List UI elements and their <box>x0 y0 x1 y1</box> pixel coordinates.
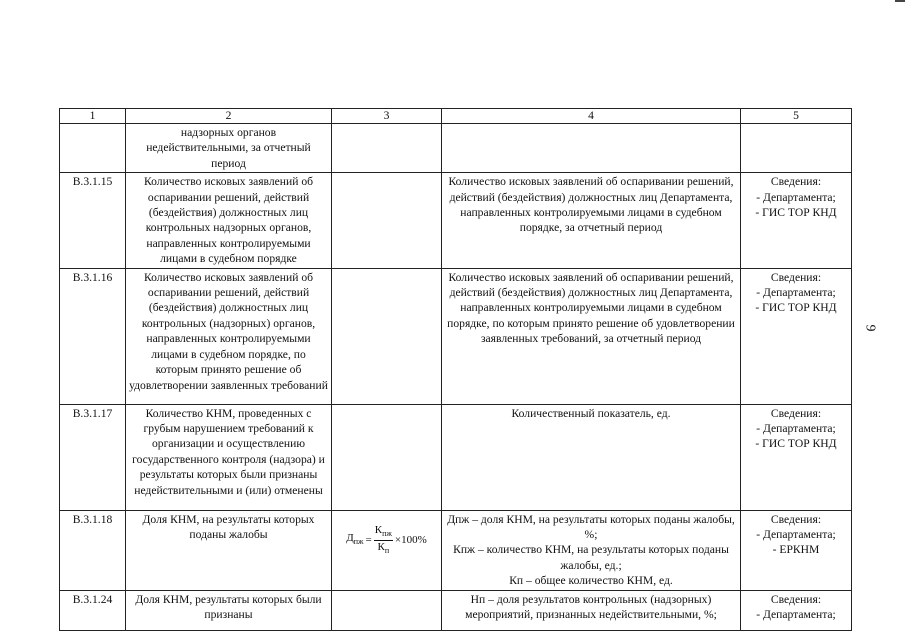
row-id: В.3.1.24 <box>60 590 126 630</box>
formula-lhs: $Д_{пж}$ <box>346 532 364 547</box>
source-item: - Департамента; <box>756 422 836 436</box>
table-row <box>60 590 852 630</box>
row-description: надзорных органов недействительными, за отчетный период <box>126 124 332 173</box>
row-sources <box>741 268 852 404</box>
row-id: В.3.1.18 <box>60 510 126 590</box>
source-item: - Департамента; <box>756 528 836 542</box>
table-row <box>60 173 852 268</box>
formula-fraction <box>374 524 393 557</box>
row-description: Количество исковых заявлений об оспаривании решений, действий (бездействия) должностных лиц контрольных (надзорных) органов, направленных контролируемыми лицами в судебном порядке, по которым принято решение об удовлетворении заявленных требований <box>126 268 332 404</box>
source-item: - ГИС ТОР КНД <box>755 206 837 220</box>
table-row <box>60 510 852 590</box>
row-description: Доля КНМ, на результаты которых поданы жалобы <box>126 510 332 590</box>
column-header: 5 <box>741 109 852 124</box>
row-explanation: Нп – доля результатов контрольных (надзорных) мероприятий, признанных недействительными, %; <box>442 590 741 630</box>
sources-title: Сведения: <box>770 175 822 189</box>
row-formula <box>332 173 442 268</box>
table-row <box>60 268 852 404</box>
row-formula <box>332 404 442 510</box>
row-explanation <box>442 124 741 173</box>
row-explanation: Количество исковых заявлений об оспаривании решений, действий (бездействия) должностных лиц Департамента, направленных контролируемыми лицами в судебном порядке, за отчетный период <box>442 173 741 268</box>
row-id: В.3.1.15 <box>60 173 126 268</box>
explanation-line: Дпж – доля КНМ, на результаты которых поданы жалобы, %; <box>447 512 735 542</box>
row-sources <box>741 173 852 268</box>
row-sources <box>741 590 852 630</box>
column-header: 3 <box>332 109 442 124</box>
row-id: В.3.1.17 <box>60 404 126 510</box>
formula-numerator: $К_{пж}$ <box>374 524 393 541</box>
page-number: 9 <box>862 324 878 332</box>
table-header-row <box>60 109 852 124</box>
table-row <box>60 124 852 173</box>
source-item: - ГИС ТОР КНД <box>755 437 837 451</box>
sources-title: Сведения: <box>770 592 822 606</box>
source-item: - Департамента; <box>756 286 836 300</box>
row-explanation <box>442 510 741 590</box>
row-formula <box>332 268 442 404</box>
formula <box>335 524 438 557</box>
sources-title: Сведения: <box>770 270 822 284</box>
equals-sign: = <box>365 533 372 546</box>
indicators-table <box>59 108 852 631</box>
row-id <box>60 124 126 173</box>
row-formula <box>332 590 442 630</box>
table-row <box>60 404 852 510</box>
row-description: Количество КНМ, проведенных с грубым нарушением требований к организации и осуществлению государственного контроля (надзора) и результаты которых были признаны недействительными и (или) отменены <box>126 404 332 510</box>
row-description: Количество исковых заявлений об оспаривании решений, действий (бездействия) должностных лиц контрольных надзорных органов, направленных контролируемыми лицами в судебном порядке <box>126 173 332 268</box>
row-id: В.3.1.16 <box>60 268 126 404</box>
column-header: 4 <box>442 109 741 124</box>
row-sources <box>741 510 852 590</box>
sources-title: Сведения: <box>770 406 822 420</box>
column-header: 1 <box>60 109 126 124</box>
formula-denominator: $К_п$ <box>377 540 390 556</box>
explanation-line: Кп – общее количество КНМ, ед. <box>509 574 673 588</box>
source-item: - Департамента; <box>756 190 836 204</box>
formula-tail: ×100% <box>394 533 427 546</box>
source-item: - ЕРКНМ <box>772 543 820 557</box>
corner-mark <box>895 0 905 2</box>
sources-title: Сведения: <box>770 512 822 526</box>
row-sources <box>741 124 852 173</box>
row-explanation: Количество исковых заявлений об оспаривании решений, действий (бездействия) должностных лиц Департамента, направленных контролируемыми лицами в судебном порядке, по которым принято решение об удовлетворении заявленных требований, за отчетный период <box>442 268 741 404</box>
column-header: 2 <box>126 109 332 124</box>
row-formula <box>332 124 442 173</box>
row-formula <box>332 510 442 590</box>
source-item: - Департамента; <box>756 608 836 622</box>
source-item: - ГИС ТОР КНД <box>755 301 837 315</box>
explanation-line: Кпж – количество КНМ, на результаты которых поданы жалобы, ед.; <box>453 543 729 572</box>
row-explanation: Количественный показатель, ед. <box>442 404 741 510</box>
row-sources <box>741 404 852 510</box>
row-description: Доля КНМ, результаты которых были признаны <box>126 590 332 630</box>
